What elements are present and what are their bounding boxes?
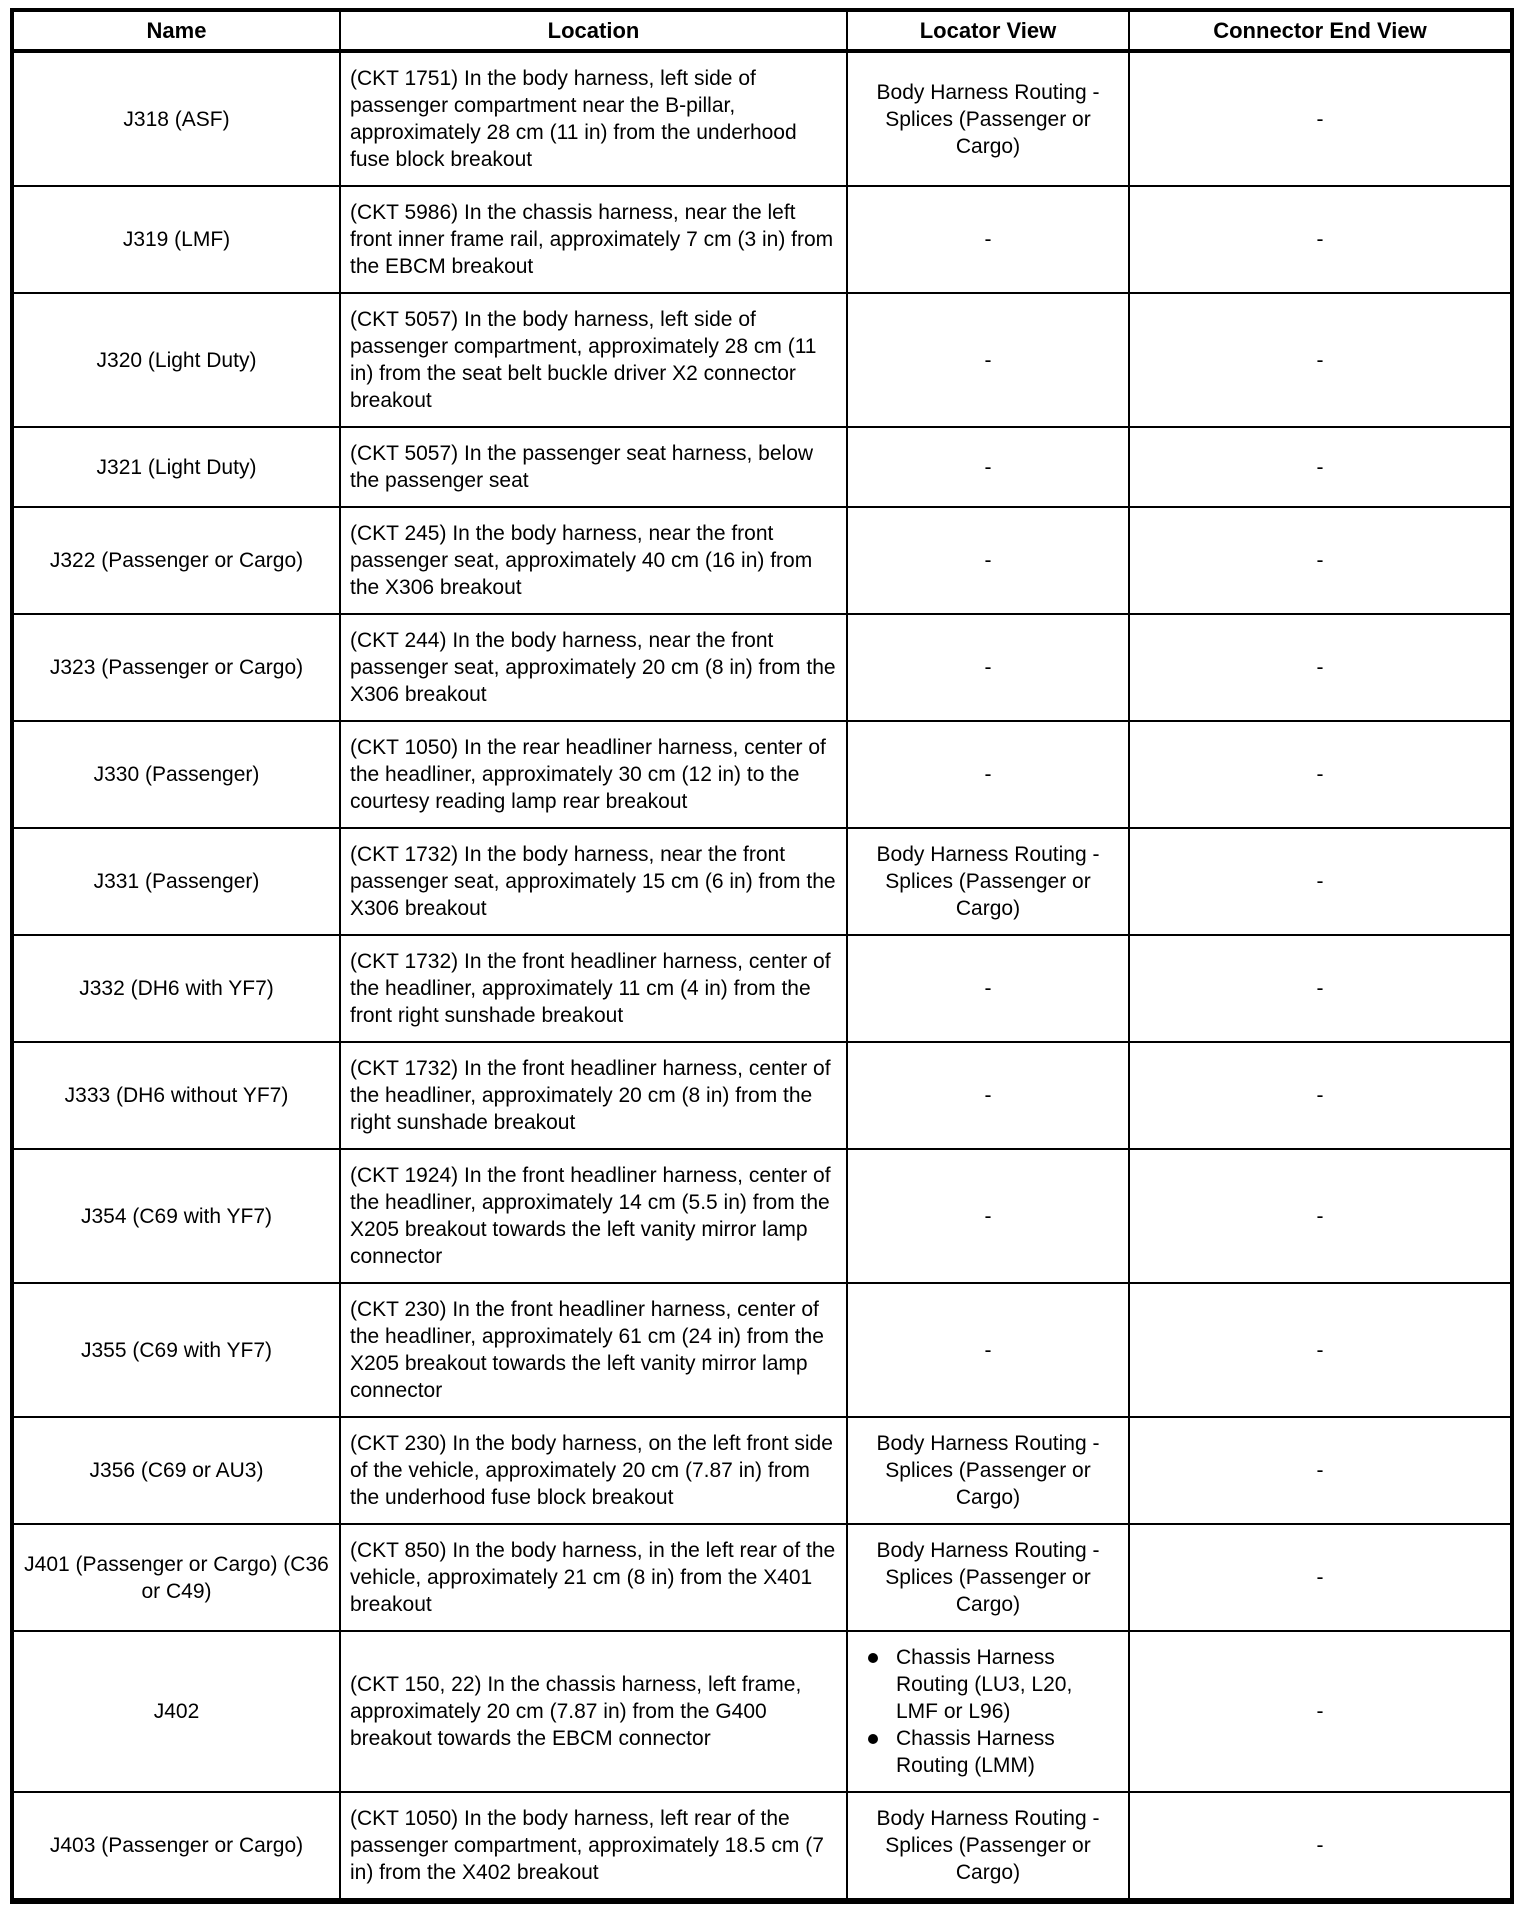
splice-location: (CKT 5986) In the chassis harness, near the left front inner frame rail, approximately 7 cm (3 in) from the EBCM breakout — [340, 186, 847, 293]
column-header-name: Name — [12, 10, 340, 51]
locator-view-cell: - — [847, 935, 1129, 1042]
locator-view-cell: Body Harness Routing - Splices (Passenger or Cargo) — [847, 1792, 1129, 1901]
connector-end-view-cell: - — [1129, 1792, 1512, 1901]
splice-name: J356 (C69 or AU3) — [12, 1417, 340, 1524]
connector-end-view-cell: - — [1129, 1417, 1512, 1524]
locator-view-list-item-label: Chassis Harness Routing (LU3, L20, LMF or L96) — [896, 1646, 1073, 1723]
locator-view-cell: Body Harness Routing - Splices (Passenger or Cargo) — [847, 1524, 1129, 1631]
splice-name: J401 (Passenger or Cargo) (C36 or C49) — [12, 1524, 340, 1631]
connector-end-view-cell: - — [1129, 186, 1512, 293]
locator-view-cell: - — [847, 721, 1129, 828]
table-row — [12, 1283, 1512, 1417]
connector-end-view-cell: - — [1129, 614, 1512, 721]
splice-name: J322 (Passenger or Cargo) — [12, 507, 340, 614]
splice-name: J323 (Passenger or Cargo) — [12, 614, 340, 721]
locator-view-cell: - — [847, 293, 1129, 427]
splice-locations-table — [10, 8, 1514, 1904]
splice-name: J354 (C69 with YF7) — [12, 1149, 340, 1283]
splice-name: J403 (Passenger or Cargo) — [12, 1792, 340, 1901]
connector-end-view-cell: - — [1129, 1631, 1512, 1792]
splice-name: J320 (Light Duty) — [12, 293, 340, 427]
splice-name: J330 (Passenger) — [12, 721, 340, 828]
locator-view-cell: Body Harness Routing - Splices (Passenger or Cargo) — [847, 828, 1129, 935]
locator-view-cell: - — [847, 507, 1129, 614]
connector-end-view-cell: - — [1129, 507, 1512, 614]
locator-view-list-item — [856, 1725, 1120, 1779]
locator-view-cell: - — [847, 1149, 1129, 1283]
splice-location: (CKT 1050) In the body harness, left rear of the passenger compartment, approximately 18.5 cm (7 in) from the X402 breakout — [340, 1792, 847, 1901]
splice-name: J318 (ASF) — [12, 51, 340, 186]
locator-view-cell — [847, 1631, 1129, 1792]
splice-location: (CKT 1732) In the body harness, near the front passenger seat, approximately 15 cm (6 in) from the X306 breakout — [340, 828, 847, 935]
bullet-icon — [868, 1734, 878, 1744]
splice-location: (CKT 1050) In the rear headliner harness, center of the headliner, approximately 30 cm (12 in) to the courtesy reading lamp rear breakout — [340, 721, 847, 828]
table-row — [12, 828, 1512, 935]
splice-location: (CKT 230) In the front headliner harness, center of the headliner, approximately 61 cm (24 in) from the X205 breakout towards the left vanity mirror lamp connector — [340, 1283, 847, 1417]
splice-location: (CKT 1751) In the body harness, left side of passenger compartment near the B-pillar, approximately 28 cm (11 in) from the underhood fuse block breakout — [340, 51, 847, 186]
locator-view-cell: - — [847, 186, 1129, 293]
connector-end-view-cell: - — [1129, 293, 1512, 427]
connector-end-view-cell: - — [1129, 828, 1512, 935]
splice-location: (CKT 1732) In the front headliner harness, center of the headliner, approximately 11 cm (4 in) from the front right sunshade breakout — [340, 935, 847, 1042]
splice-location: (CKT 5057) In the passenger seat harness, below the passenger seat — [340, 427, 847, 507]
locator-view-cell: - — [847, 427, 1129, 507]
locator-view-cell: - — [847, 1042, 1129, 1149]
table-row — [12, 1631, 1512, 1792]
connector-end-view-cell: - — [1129, 427, 1512, 507]
table-row — [12, 721, 1512, 828]
table-row — [12, 1792, 1512, 1901]
splice-name: J333 (DH6 without YF7) — [12, 1042, 340, 1149]
table-row — [12, 1524, 1512, 1631]
column-header-connector-end-view: Connector End View — [1129, 10, 1512, 51]
table-row — [12, 293, 1512, 427]
splice-name: J402 — [12, 1631, 340, 1792]
splice-location: (CKT 245) In the body harness, near the front passenger seat, approximately 40 cm (16 in) from the X306 breakout — [340, 507, 847, 614]
splice-name: J331 (Passenger) — [12, 828, 340, 935]
splice-location: (CKT 1732) In the front headliner harness, center of the headliner, approximately 20 cm (8 in) from the right sunshade breakout — [340, 1042, 847, 1149]
connector-end-view-cell: - — [1129, 1524, 1512, 1631]
locator-view-cell: Body Harness Routing - Splices (Passenger or Cargo) — [847, 51, 1129, 186]
splice-name: J332 (DH6 with YF7) — [12, 935, 340, 1042]
connector-end-view-cell: - — [1129, 935, 1512, 1042]
splice-location: (CKT 850) In the body harness, in the left rear of the vehicle, approximately 21 cm (8 in) from the X401 breakout — [340, 1524, 847, 1631]
table-row — [12, 1417, 1512, 1524]
table-row — [12, 614, 1512, 721]
table-row — [12, 186, 1512, 293]
header-row — [12, 10, 1512, 51]
splice-location: (CKT 150, 22) In the chassis harness, left frame, approximately 20 cm (7.87 in) from the G400 breakout towards the EBCM connector — [340, 1631, 847, 1792]
connector-end-view-cell: - — [1129, 51, 1512, 186]
column-header-locator-view: Locator View — [847, 10, 1129, 51]
table-row — [12, 427, 1512, 507]
splice-name: J321 (Light Duty) — [12, 427, 340, 507]
table-row — [12, 507, 1512, 614]
splice-location: (CKT 230) In the body harness, on the left front side of the vehicle, approximately 20 cm (7.87 in) from the underhood fuse block breakout — [340, 1417, 847, 1524]
table-row — [12, 1042, 1512, 1149]
bullet-icon — [868, 1653, 878, 1663]
splice-location: (CKT 1924) In the front headliner harness, center of the headliner, approximately 14 cm (5.5 in) from the X205 breakout towards the left vanity mirror lamp connector — [340, 1149, 847, 1283]
column-header-location: Location — [340, 10, 847, 51]
splice-location: (CKT 5057) In the body harness, left side of passenger compartment, approximately 28 cm (11 in) from the seat belt buckle driver X2 connector breakout — [340, 293, 847, 427]
locator-view-cell: - — [847, 1283, 1129, 1417]
locator-view-cell: Body Harness Routing - Splices (Passenger or Cargo) — [847, 1417, 1129, 1524]
locator-view-cell: - — [847, 614, 1129, 721]
table-row — [12, 51, 1512, 186]
splice-name: J319 (LMF) — [12, 186, 340, 293]
table-row — [12, 935, 1512, 1042]
connector-end-view-cell: - — [1129, 1042, 1512, 1149]
connector-end-view-cell: - — [1129, 1283, 1512, 1417]
table-row — [12, 1149, 1512, 1283]
splice-location: (CKT 244) In the body harness, near the front passenger seat, approximately 20 cm (8 in) from the X306 breakout — [340, 614, 847, 721]
splice-name: J355 (C69 with YF7) — [12, 1283, 340, 1417]
locator-view-list — [856, 1644, 1120, 1779]
locator-view-list-item-label: Chassis Harness Routing (LMM) — [896, 1727, 1055, 1777]
connector-end-view-cell: - — [1129, 1149, 1512, 1283]
locator-view-list-item — [856, 1644, 1120, 1725]
connector-end-view-cell: - — [1129, 721, 1512, 828]
